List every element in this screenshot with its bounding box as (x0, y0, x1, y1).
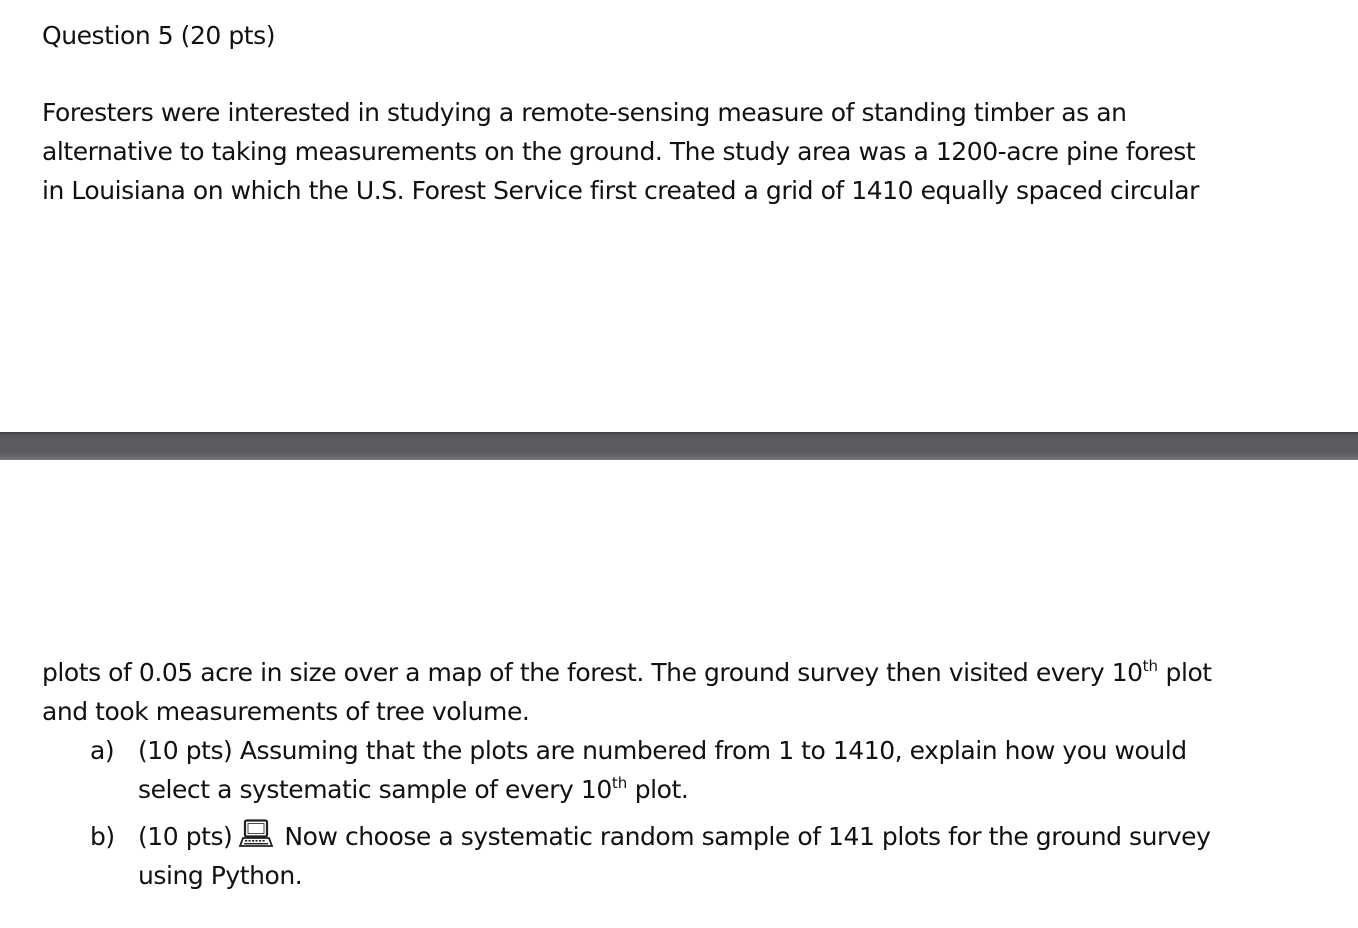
paragraph-line: and took measurements of tree volume. (42, 697, 530, 726)
computer-icon (238, 819, 274, 849)
part-line (138, 817, 1210, 856)
part-line: (10 pts) Assuming that the plots are numbered from 1 to 1410, explain how you would (138, 736, 1187, 765)
part-line: using Python. (138, 861, 303, 890)
paragraph-line (42, 653, 1212, 692)
paragraph-line: in Louisiana on which the U.S. Forest Service first created a grid of 1410 equally spaced circular (42, 176, 1199, 205)
part-a-text (138, 731, 1187, 809)
superscript: th (611, 774, 628, 792)
text-run: (10 pts) (138, 822, 233, 851)
part-line (138, 770, 1187, 809)
text-run: select a systematic sample of every 10 (138, 775, 612, 804)
text-run: plots of 0.05 acre in size over a map of the forest. The ground survey then visited every 10 (42, 658, 1143, 687)
list-marker: a) (90, 736, 115, 765)
paragraph-line: Foresters were interested in studying a remote-sensing measure of standing timber as an (42, 98, 1127, 127)
paragraph-continuation (42, 653, 1212, 731)
paragraph-line: alternative to taking measurements on the ground. The study area was a 1200-acre pine forest (42, 137, 1196, 166)
part-b-text (138, 817, 1210, 895)
question-heading: Question 5 (20 pts) (42, 21, 276, 50)
page-break-separator (0, 432, 1358, 460)
text-run: Now choose a systematic random sample of 141 plots for the ground survey (284, 822, 1211, 851)
paragraph-intro (42, 93, 1199, 210)
document-page-1 (0, 0, 1358, 432)
text-run: plot. (627, 775, 689, 804)
superscript: th (1142, 657, 1159, 675)
list-marker: b) (90, 822, 115, 851)
text-run: plot (1158, 658, 1212, 687)
